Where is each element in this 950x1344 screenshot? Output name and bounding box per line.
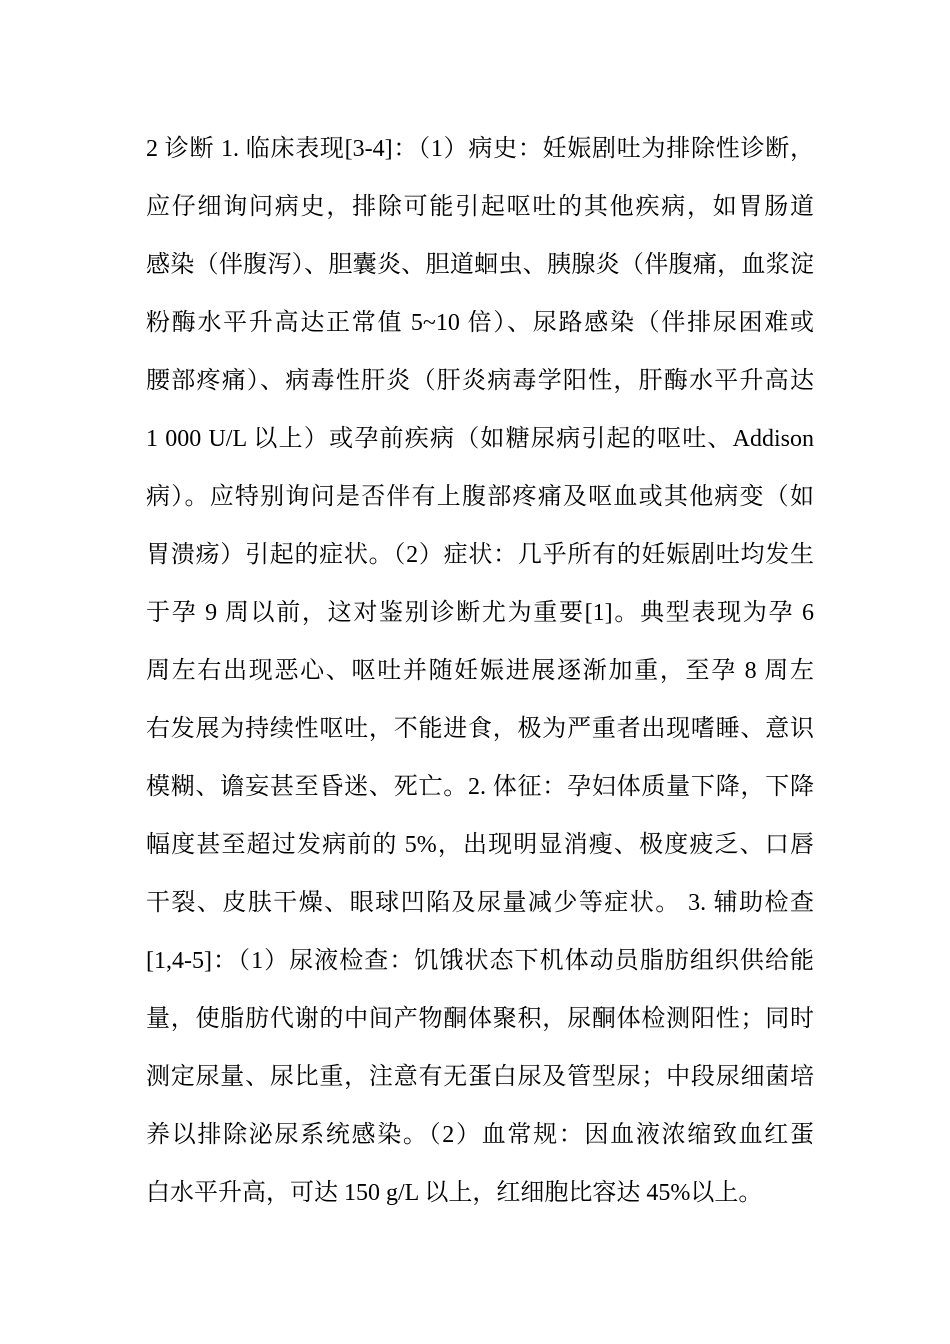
text-line: 测定尿量、尿比重，注意有无蛋白尿及管型尿；中段尿细菌培 bbox=[146, 1064, 814, 1090]
text-line: 腰部疼痛）、病毒性肝炎（肝炎病毒学阳性，肝酶水平升高达 bbox=[146, 368, 814, 394]
body-paragraph bbox=[146, 126, 814, 1228]
text-line: 模糊、谵妄甚至昏迷、死亡。2. 体征：孕妇体质量下降，下降 bbox=[146, 774, 814, 800]
text-line: 量，使脂肪代谢的中间产物酮体聚积，尿酮体检测阳性；同时 bbox=[146, 1006, 814, 1032]
text-line: [1,4-5]：（1）尿液检查：饥饿状态下机体动员脂肪组织供给能 bbox=[146, 948, 814, 974]
text-line: 粉酶水平升高达正常值 5~10 倍）、尿路感染（伴排尿困难或 bbox=[146, 310, 814, 336]
text-line: 胃溃疡）引起的症状。（2）症状：几乎所有的妊娠剧吐均发生 bbox=[146, 542, 814, 568]
text-line: 白水平升高，可达 150 g/L 以上，红细胞比容达 45%以上。 bbox=[146, 1180, 763, 1206]
text-line: 感染（伴腹泻）、胆囊炎、胆道蛔虫、胰腺炎（伴腹痛，血浆淀 bbox=[146, 252, 814, 278]
text-line: 右发展为持续性呕吐，不能进食，极为严重者出现嗜睡、意识 bbox=[146, 716, 814, 742]
text-line: 病）。应特别询问是否伴有上腹部疼痛及呕血或其他病变（如 bbox=[146, 484, 814, 510]
text-line: 应仔细询问病史，排除可能引起呕吐的其他疾病，如胃肠道 bbox=[146, 194, 814, 220]
text-line: 2 诊断 1. 临床表现[3-4]：（1）病史：妊娠剧吐为排除性诊断， bbox=[146, 136, 814, 162]
text-line: 干裂、皮肤干燥、眼球凹陷及尿量减少等症状。 3. 辅助检查 bbox=[146, 890, 814, 916]
text-line: 1 000 U/L 以上）或孕前疾病（如糖尿病引起的呕吐、Addison bbox=[146, 426, 814, 452]
text-line: 幅度甚至超过发病前的 5%，出现明显消瘦、极度疲乏、口唇 bbox=[146, 832, 814, 858]
text-line: 周左右出现恶心、呕吐并随妊娠进展逐渐加重，至孕 8 周左 bbox=[146, 658, 814, 684]
text-line: 于孕 9 周以前，这对鉴别诊断尤为重要[1]。典型表现为孕 6 bbox=[146, 600, 814, 626]
text-line: 养以排除泌尿系统感染。（2）血常规：因血液浓缩致血红蛋 bbox=[146, 1122, 814, 1148]
